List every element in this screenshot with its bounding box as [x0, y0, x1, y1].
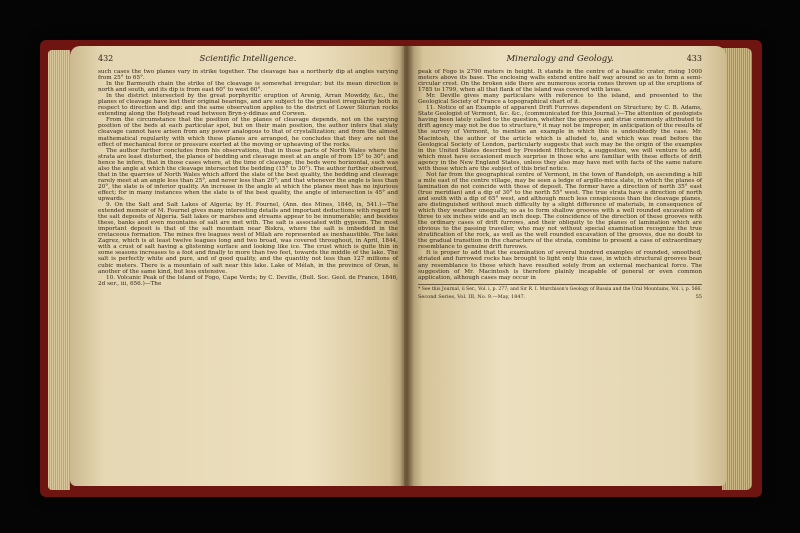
right-page-body	[418, 69, 702, 281]
right-page	[404, 46, 726, 486]
page-edges-right	[722, 48, 752, 490]
footnote: * See this Journal, ii Ser., Vol. i, p. 277; and Sir R. I. Murchison's Geology of Russia and the Ural Mountains, Vol. i, p. 566.	[418, 284, 702, 292]
signature-line	[418, 294, 702, 300]
paragraph: peak of Fogo is 2790 meters in height. It stands in the centre of a basaltic crater, rising 1000 meters above its base. The enclosing walls extend entire half way around so as to form a semi-circular crest. On the broken side there are numerous scoria cones thrown up at the eruptions of 1785 to 1799, when all that flank of the island was covered with lavas.	[418, 69, 702, 94]
left-page-number: 432	[98, 54, 114, 63]
right-page-header	[418, 54, 702, 64]
right-page-number: 433	[686, 54, 702, 63]
signature-series: Second Series, Vol. III, No. 9.—May, 1847.	[418, 293, 526, 300]
paragraph: such cases the two planes vary in strike together. The cleavage has a northerly dip at angles varying from 25° to 65°.	[98, 69, 398, 82]
left-page-body	[98, 69, 398, 287]
book-gutter	[400, 46, 414, 486]
page-edges-left	[48, 50, 70, 490]
paragraph: The author further concludes from his observations, that in those parts of North Wales where the strata are least disturbed, the planes of bedding and cleavage meet at an angle of from 15° to 30°; and hence he infers, that in those cases where, at the time of cleavage, the beds were horizontal, such was also the angle at which the cleavage intersected the bedding (15° to 30°). The author further observed, that in the quarries of North Wales which afford the slate of the best quality, the bedding and cleavage rarely meet at an angle less than 25°, and never less than 20°; and that whenever the angle is less than 20°, the slate is of inferior quality. An increase in the angle at which the planes meet has no injurious effect; for in many instances when the slate is of the best quality, the angle of intersection is 45° and upwards.	[98, 147, 398, 202]
left-page-header	[98, 54, 398, 64]
paragraph: 10. Volcanic Peak of the Island of Fogo, Cape Verds; by C. Deville, (Bull. Soc. Geol. de France, 1846, 2d ser., iii, 656.)—The	[98, 274, 398, 287]
paragraph: In the district intersected by the great porphyritic eruption of Arenig, Arran Mowddy, &c., the planes of cleavage have lost their original bearings, and are subject to the greatest irregularity both in respect to direction and dip; and the same observation applies to the district of Lower Silurian rocks extending along the Holyhead road between Bryn-y-ddinas and Corwen.	[98, 93, 398, 118]
paragraph: Not far from the geographical centre of Vermont, in the town of Randolph, on ascending a hill a mile east of the centre village, may be seen a ledge of argillo-mica slate, in which the planes of lamination do not coincide with those of deposit. The former have a direction of north 35° east (true meridian) and a dip of 30° to the north 55° west. The true strata have a direction of north and south with a dip of 65° west, and although much less conspicuous than the cleavage planes, are distinguished without much difficulty by a slight difference of materials, in consequence of which they weather unequally, so as to form shallow grooves with a well rounded excavation of three to six inches wide and an inch deep. The coincidence of the direction of these grooves with the ordinary cases of drift furrows, and their obliquity to the planes of lamination which are obvious to the passing traveller, who may not without special examination recognize the true stratification of the rock, as well as the well rounded excavation of the grooves, due no doubt to the gradual transition in the characters of the strata, combine to present a case of extraordinary resemblance to genuine drift furrows.	[418, 171, 702, 251]
paragraph: 11. Notice of an Example of apparent Drift Furrows dependent on Structure; by C. B. Adams, State Geologist of Vermont, &c. &c., (communicated for this Journal.)—The attention of geologists having been lately called to the question, whether the grooves and striæ commonly attributed to drift agency may not be due to structure,* it may not be improper, in anticipation of the results of the survey of Vermont, to mention an example in which this is undoubtedly the case. Mr. Macintosh, the author of the article which is alluded to, and which was read before the Geological Society of London, particularly suggests that such may be the origin of the examples in the United States described by President Hitchcock, a suggestion, we will venture to add, which must have occasioned much surprise in those who are familiar with these effects of drift agency in the New England States, unless they also may have met with facts of the same nature with those which are the subject of this brief notice.	[418, 105, 702, 172]
paragraph: Mr. Deville gives many particulars with reference to the island, and presented to the Geological Society of France a topographical chart of it.	[418, 93, 702, 106]
signature-mark: 55	[695, 293, 702, 300]
left-page	[70, 46, 410, 486]
paragraph: In the Barmouth chain the strike of the cleavage is somewhat irregular; but its mean direction is north and south, and its dip is from east 60° to west 60°.	[98, 81, 398, 94]
paragraph: 9. On the Salt and Salt Lakes of Algeria; by H. Fournel, (Ann. des Mines, 1846, ix, 541.)—The extended memoir of M. Fournel gives many interesting details and important deductions with regard to the salt deposits of Algeria. Salt lakes or marshes and streams appear to be innumerable; and besides these, banks and even mountains of salt are met with. The salt is associated with gypsum. The most important deposit is that of the salt mountain near Biskra, where the salt is imbedded in the cretaceous formation. The mines five leagues west of Milah are represented as inexhaustible. The lake Zagrez, which is at least twelve leagues long and two broad, was covered throughout, in April, 1844, with a crust of salt having a glistening surface and looking like ice. The crust which is quite thin in some seasons increases to a foot and finally to more than two feet, towards the middle of the lake. The salt is perfectly white and pure, and of good quality, and the quantity not less than 127 millions of cubic meters. There is a mountain of salt near this lake. Lake of Mélah, in the province of Oran, is another of the same kind, but less extensive.	[98, 202, 398, 275]
left-running-head: Scientific Intelligence.	[199, 54, 297, 64]
paragraph: From the circumstance that the position of the planes of cleavage depends, not on the varying position of the beds at each particular spot, but on their main position, the author infers that slaty cleavage cannot have arisen from any power analogous to that of crystallization; and from the almost mathematical regularity with which these planes are arranged, he concludes that they are not the effect of mechanical force or pressure exerted at the moving or upheaving of the rocks.	[98, 117, 398, 148]
paragraph: It is proper to add that the examination of several hundred examples of rounded, smoothed, striated and furrowed rocks has brought to light only this case, in which structural grooves bear any resemblance to those which have resulted solely from an external mechanical force. The suggestion of Mr. Macintosh is therefore plainly incapable of general or even common application, although cases may occur in	[418, 250, 702, 281]
right-running-head: Mineralogy and Geology.	[506, 54, 614, 64]
